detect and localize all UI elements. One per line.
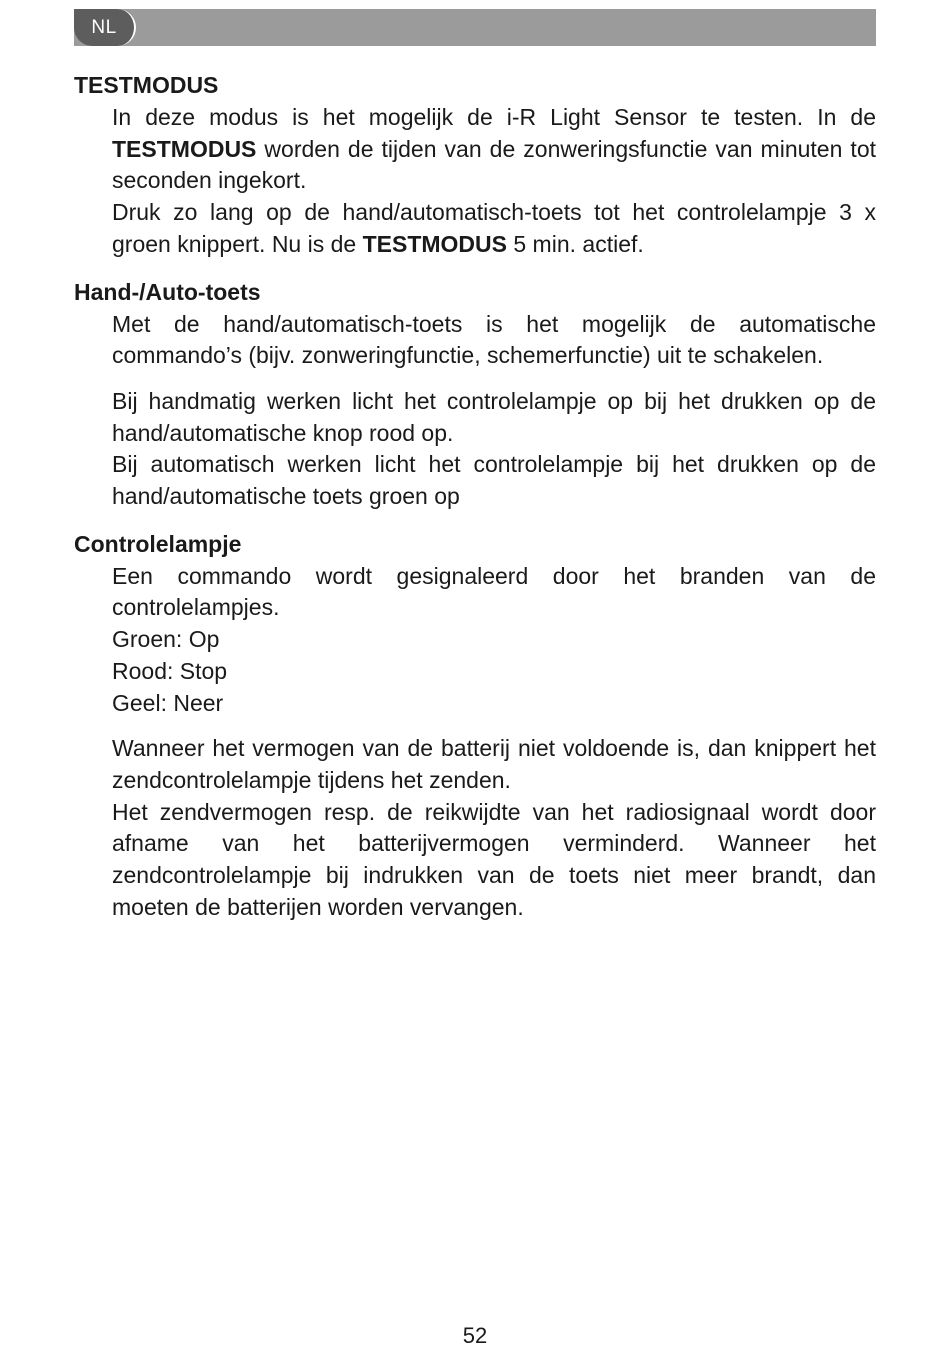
paragraph: Wanneer het vermogen van de batterij niet voldoende is, dan knippert het zendcontrolelampje tijdens het zenden. <box>112 735 876 793</box>
spacer <box>74 719 876 733</box>
section-heading-hand-auto: Hand-/Auto-toets <box>74 278 261 305</box>
text-run: Druk zo lang op de hand/automatisch-toets tot het controlelampje 3 x groen knippert. Nu is de <box>112 199 876 257</box>
spacer <box>74 372 876 386</box>
paragraph <box>112 102 876 197</box>
bold-term: TESTMODUS <box>362 230 507 257</box>
page-content <box>74 68 876 923</box>
paragraph: Bij handmatig werken licht het controlelampje op bij het drukken op de hand/automatische knop rood op. <box>112 387 876 446</box>
language-badge: NL <box>74 9 136 46</box>
paragraph: Met de hand/automatisch-toets is het mogelijk de automatische commando’s (bijv. zonweringfunctie, schemerfunctie) uit te schakelen. <box>112 310 876 369</box>
lamp-color-line: Geel: Neer <box>112 689 224 716</box>
lamp-color-line: Rood: Stop <box>112 657 228 684</box>
bold-term: TESTMODUS <box>112 135 257 162</box>
spacer <box>74 513 876 527</box>
section-heading-testmodus: TESTMODUS <box>74 72 219 98</box>
paragraph: Bij automatisch werken licht het controlelampje bij het drukken op de hand/automatische toets groen op <box>112 451 876 510</box>
header-bar <box>74 9 876 46</box>
spacer <box>74 261 876 275</box>
paragraph <box>112 197 876 260</box>
text-run: In deze modus is het mogelijk de i-R Light Sensor te testen. In de <box>112 104 876 130</box>
paragraph: Het zendvermogen resp. de reikwijdte van het radiosignaal wordt door afname van het batterijvermogen verminderd. Wanneer het zendcontrolelampje bij indrukken van de toets niet meer brandt, dan moeten de batterijen worden vervangen. <box>112 798 876 920</box>
lamp-color-line: Groen: Op <box>112 626 220 653</box>
page-number: 52 <box>462 1323 488 1348</box>
paragraph: Een commando wordt gesignaleerd door het branden van de controlelampjes. <box>112 562 876 621</box>
section-heading-controlelampje: Controlelampje <box>74 530 242 557</box>
text-run: worden de tijden van de zonweringsfunctie van minuten tot seconden ingekort. <box>112 135 876 194</box>
text-run: 5 min. actief. <box>506 230 644 257</box>
